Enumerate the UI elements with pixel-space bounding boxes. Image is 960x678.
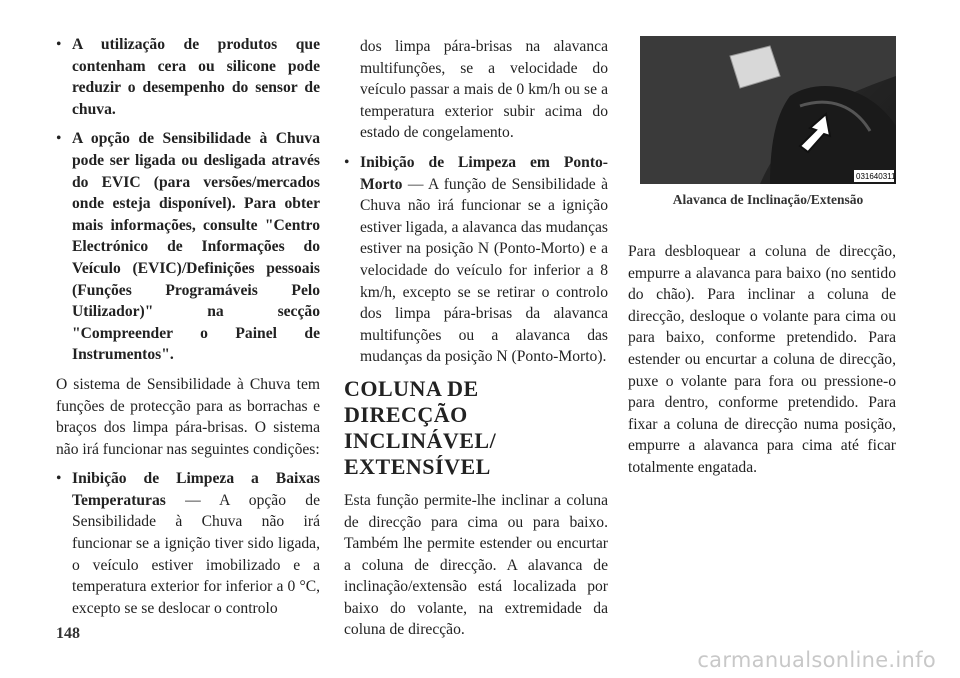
list-item: • Inibição de Limpeza em Ponto-Morto — A função de Sensibilidade à Chuva não irá funcionar se a ignição estiver ligada, a alavanca das mudanças estiver na posição N (Ponto-Morto) e a velocidade do veículo for inferior a 8 km/h, excepto se se retirar o controlo dos limpa pára-brisas da alavanca multifunções ou a alavanca das mudanças da posição N (Ponto-Morto). xyxy=(344,152,608,368)
bullet-list-3 xyxy=(344,36,608,368)
column-2 xyxy=(344,36,608,649)
list-item-continuation: dos limpa pára-brisas na alavanca multifunções, se a velocidade do veículo passar a mais de 0 km/h ou se a temperatura exterior subir acima do estado de congelamento. xyxy=(360,38,608,142)
steering-column-illustration xyxy=(640,36,896,184)
figure-caption: Alavanca de Inclinação/Extensão xyxy=(672,192,864,207)
body-paragraph: Para desbloquear a coluna de direcção, empurre a alavanca para baixo (no sentido do chão). Para inclinar a coluna de direcção, desloque o volante para cima ou para baixo, conforme pretendido. Para estender ou encurtar a coluna de direcção, puxe o volante para fora ou pressione-o para dentro, conforme pretendido. Para fixar a coluna de direcção numa posição, empurre a alavanca para cima até ficar totalmente engatada. xyxy=(628,243,896,476)
figure-code: 031640311 xyxy=(856,172,896,181)
body-paragraph: O sistema de Sensibilidade à Chuva tem funções de protecção para as borrachas e braços dos limpa pára-brisas. O sistema não irá funcionar nas seguintes condições: xyxy=(56,375,320,458)
page-number: 148 xyxy=(56,625,80,642)
bullet-list-2 xyxy=(56,468,320,619)
column-1 xyxy=(56,34,320,627)
list-item: • Inibição de Limpeza a Baixas Temperaturas — A opção de Sensibilidade à Chuva não irá funcionar se a ignição tiver sido ligada, o veículo estiver imobilizado e a temperatura exterior for inferior a 0 °C, excepto se se deslocar o controlo xyxy=(56,468,320,619)
section-heading: COLUNA DE DIRECÇÃO INCLINÁVEL/ EXTENSÍVEL xyxy=(344,375,497,479)
steering-lever-photo xyxy=(640,36,896,184)
bullet-list-1 xyxy=(56,34,320,366)
list-item: • A utilização de produtos que contenham cera ou silicone pode reduzir o desempenho do sensor de chuva. xyxy=(56,34,320,120)
body-paragraph: Esta função permite-lhe inclinar a coluna de direcção para cima ou para baixo. Também lhe permite estender ou encurtar a coluna de direcção. A alavanca de inclinação/extensão está localizada por baixo do volante, na extremidade da coluna de direcção. xyxy=(344,491,608,639)
column-3 xyxy=(628,241,896,487)
list-item: • A opção de Sensibilidade à Chuva pode ser ligada ou desligada através do EVIC (para versões/mercados onde esteja disponível). Para obter mais informações, consulte "Centro Electrónico de Informações do Veículo (EVIC)/Definições pessoais (Funções Programáveis Pelo Utilizador)" na secção "Compreender o Painel de Instrumentos". xyxy=(56,128,320,366)
watermark: carmanualsonline.info xyxy=(697,648,936,672)
